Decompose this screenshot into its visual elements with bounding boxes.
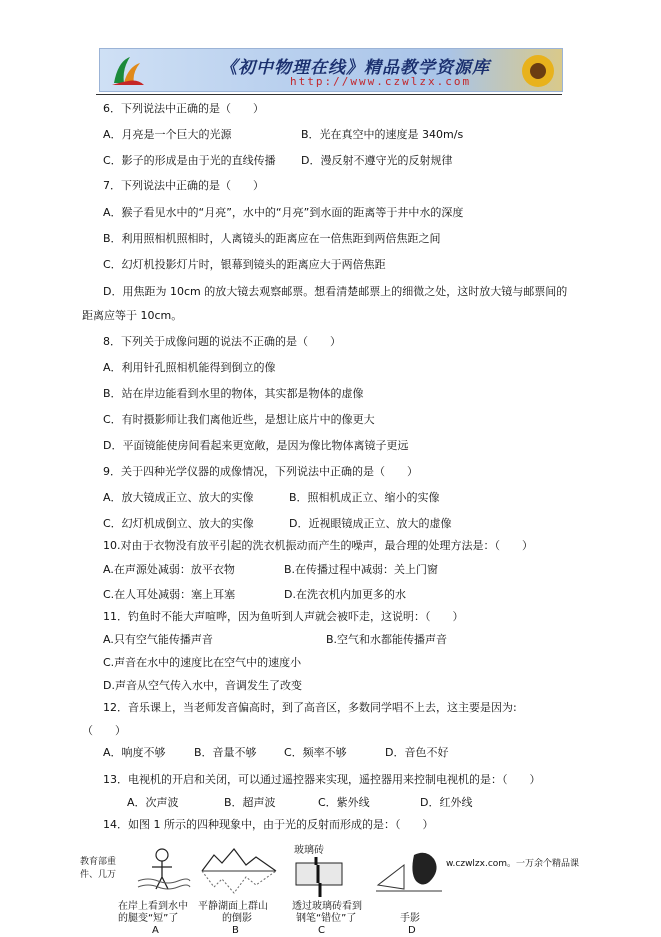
- q13-option-b: B．超声波: [224, 796, 276, 809]
- q10-option-a: A.在声源处减弱：放平衣物: [103, 563, 235, 576]
- q8-option-d: D．平面镜能使房间看起来更宽敞，是因为像比物体离镜子更远: [103, 439, 409, 452]
- q10-stem: 10.对由于衣物没有放平引起的洗衣机振动而产生的噪声，最合理的处理方法是：（ ）: [103, 539, 533, 552]
- q9-option-b: B．照相机成正立、缩小的实像: [289, 491, 440, 504]
- figure-a-caption-line1: 在岸上看到水中: [118, 901, 188, 912]
- q11-option-b: B.空气和水都能传播声音: [326, 633, 448, 646]
- q14-stem: 14．如图 1 所示的四种现象中，由于光的反射而形成的是：（ ）: [103, 818, 434, 831]
- q12-stem: 12．音乐课上，当老师发音偏高时，到了高音区，多数同学唱不上去，这主要是因为:: [103, 701, 517, 714]
- footer-left-text: 教育部重件、几万: [80, 857, 117, 880]
- q12-paren: （ ）: [82, 724, 126, 737]
- figure-d-hand-shadow-icon: [374, 845, 444, 897]
- q12-option-d: D．音色不好: [385, 746, 449, 759]
- banner-url[interactable]: http://www.czwlzx.com: [290, 75, 472, 88]
- q6-stem: 6．下列说法中正确的是（ ）: [103, 102, 264, 115]
- figure-d-letter: D: [408, 925, 416, 936]
- q11-stem: 11．钓鱼时不能大声喧哗，因为鱼听到人声就会被吓走，这说明：（ ）: [103, 610, 464, 623]
- q10-option-b: B.在传播过程中减弱：关上门窗: [284, 563, 439, 576]
- q9-stem: 9．关于四种光学仪器的成像情况，下列说法中正确的是（ ）: [103, 465, 418, 478]
- figure-c-letter: C: [318, 925, 325, 936]
- q8-option-b: B．站在岸边能看到水里的物体，其实都是物体的虚像: [103, 387, 364, 400]
- figure-1: [82, 845, 582, 936]
- figure-b-letter: B: [232, 925, 239, 936]
- figure-c-glass-pen-icon: [292, 857, 348, 897]
- q13-option-d: D．红外线: [420, 796, 473, 809]
- q13-stem: 13．电视机的开启和关闭，可以通过遥控器来实现，遥控器用来控制电视机的是：（ ）: [103, 773, 541, 786]
- q6-option-c: C．影子的形成是由于光的直线传播: [103, 154, 276, 167]
- q10-option-c: C.在人耳处减弱：塞上耳塞: [103, 588, 236, 601]
- q10-option-d: D.在洗衣机内加更多的水: [284, 588, 406, 601]
- q9-option-d: D．近视眼镜成正立、放大的虚像: [289, 517, 452, 530]
- q8-stem: 8．下列关于成像问题的说法不正确的是（ ）: [103, 335, 341, 348]
- q7-option-d-line2: 距离应等于 10cm。: [82, 309, 183, 322]
- q13-option-c: C．紫外线: [318, 796, 370, 809]
- q7-stem: 7．下列说法中正确的是（ ）: [103, 179, 264, 192]
- figure-a-caption-line2: 的腿变“短”了: [118, 913, 179, 924]
- figure-c-caption-line1: 透过玻璃砖看到: [292, 901, 362, 912]
- header-banner: [99, 48, 563, 92]
- q9-option-c: C．幻灯机成倒立、放大的实像: [103, 517, 254, 530]
- site-logo-icon: [108, 53, 148, 89]
- q11-option-a: A.只有空气能传播声音: [103, 633, 213, 646]
- sunflower-icon: [518, 51, 558, 91]
- q8-option-c: C．有时摄影师让我们离他近些，是想让底片中的像更大: [103, 413, 375, 426]
- q11-option-d: D.声音从空气传入水中，音调发生了改变: [103, 679, 302, 692]
- banner-title: 《初中物理在线》精品教学资源库: [220, 58, 490, 78]
- q11-option-c: C.声音在水中的速度比在空气中的速度小: [103, 656, 302, 669]
- q7-option-a: A．猴子看见水中的“月亮”，水中的“月亮”到水面的距离等于井中水的深度: [103, 206, 464, 219]
- q12-option-c: C．频率不够: [284, 746, 347, 759]
- footer-right-text: w.czwlzx.com。一万余个精品课: [446, 859, 580, 869]
- q7-option-d-line1: D．用焦距为 10cm 的放大镜去观察邮票。想看清楚邮票上的细微之处，这时放大镜与邮票间的: [103, 285, 568, 298]
- q7-option-b: B．利用照相机照相时，人离镜头的距离应在一倍焦距到两倍焦距之间: [103, 232, 441, 245]
- header-rule: [96, 94, 562, 95]
- q12-option-b: B．音量不够: [194, 746, 257, 759]
- q9-option-a: A．放大镜成正立、放大的实像: [103, 491, 254, 504]
- figure-c-caption-line2: 钢笔“错位”了: [296, 913, 357, 924]
- figure-d-caption: 手影: [400, 913, 420, 924]
- q7-option-c: C．幻灯机投影灯片时，银幕到镜头的距离应大于两倍焦距: [103, 258, 386, 271]
- q6-option-d: D．漫反射不遵守光的反射规律: [301, 154, 453, 167]
- q8-option-a: A．利用针孔照相机能得到倒立的像: [103, 361, 276, 374]
- figure-a-letter: A: [152, 925, 159, 936]
- q6-option-a: A．月亮是一个巨大的光源: [103, 128, 232, 141]
- q6-option-b: B．光在真空中的速度是 340m/s: [301, 128, 464, 141]
- figure-c-label: 玻璃砖: [294, 845, 324, 856]
- q12-option-a: A．响度不够: [103, 746, 166, 759]
- figure-a-person-in-water-icon: [132, 845, 192, 895]
- q13-option-a: A．次声波: [127, 796, 179, 809]
- figure-b-mountain-reflection-icon: [200, 845, 278, 897]
- figure-b-caption-line2: 的倒影: [222, 913, 252, 924]
- figure-b-caption-line1: 平静湖面上群山: [198, 901, 268, 912]
